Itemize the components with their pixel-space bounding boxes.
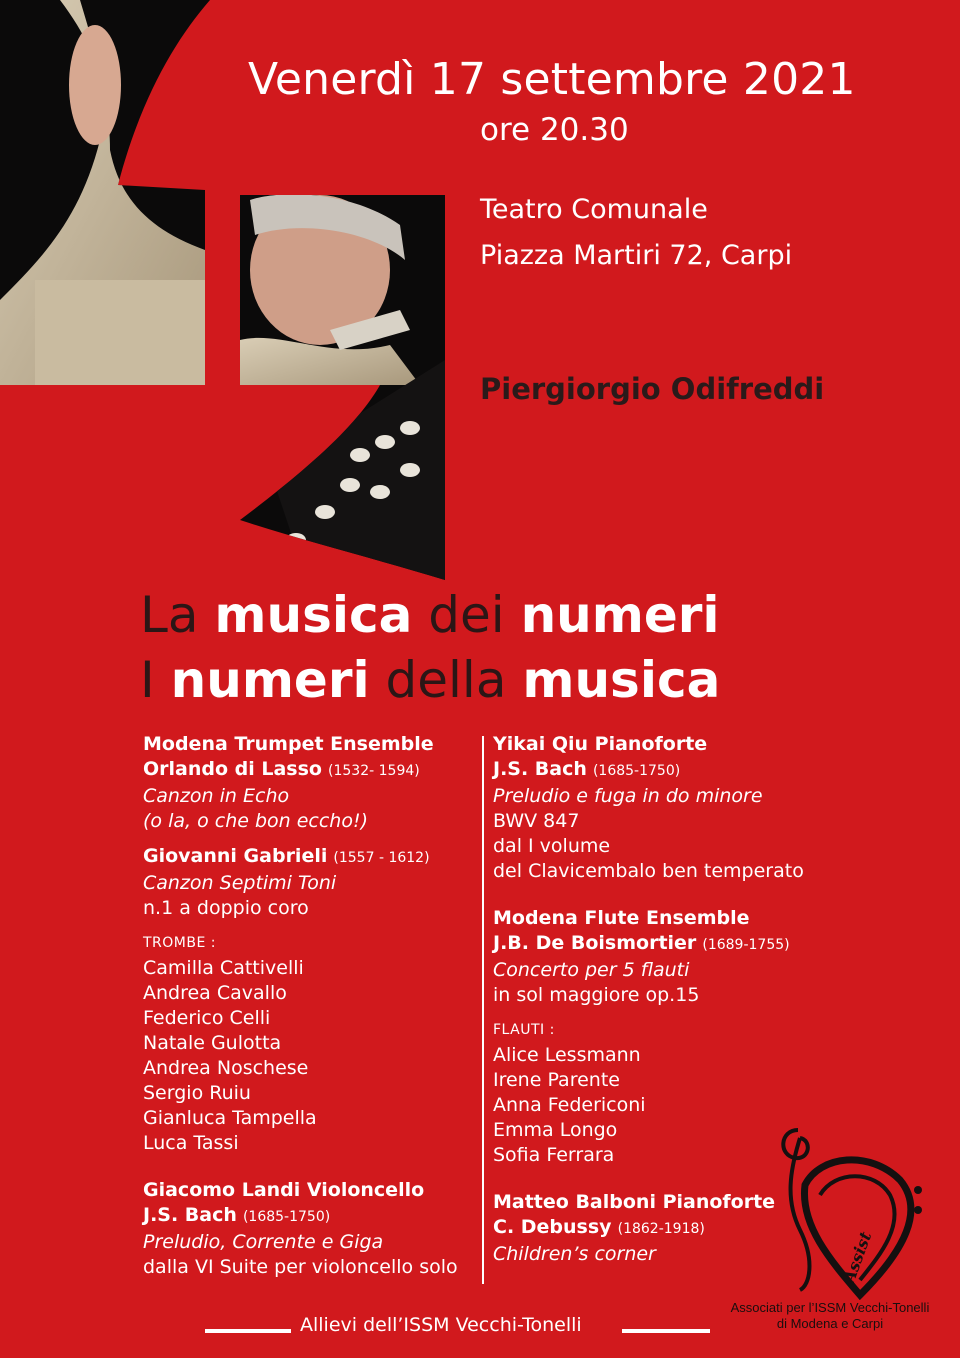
ensemble-name: Modena Trumpet Ensemble (143, 733, 434, 755)
composer-name: J.B. De Boismortier (493, 932, 697, 954)
composer-years: (1862-1918) (617, 1221, 705, 1237)
program-left-column (143, 732, 473, 1280)
ensemble-name: Yikai Qiu Pianoforte (493, 733, 708, 755)
performer: Andrea Cavallo (143, 982, 287, 1004)
work-title: Preludio e fuga in do minore (493, 785, 763, 807)
performer: Emma Longo (493, 1119, 618, 1141)
section-label-flauti: FLAUTI : (493, 1022, 555, 1038)
performer: Gianluca Tampella (143, 1107, 317, 1129)
work-title: Concerto per 5 flauti (493, 959, 690, 981)
performer: Sergio Ruiu (143, 1082, 251, 1104)
work-note: n.1 a doppio coro (143, 897, 309, 919)
performer: Federico Celli (143, 1007, 271, 1029)
footer-rule-right (622, 1329, 710, 1333)
composer-line (143, 757, 473, 784)
performer: Luca Tassi (143, 1132, 239, 1154)
performer: Sofia Ferrara (493, 1144, 615, 1166)
work-note: del Clavicembalo ben temperato (493, 860, 804, 882)
work-note: in sol maggiore op.15 (493, 984, 700, 1006)
ensemble-name: Giacomo Landi Violoncello (143, 1179, 425, 1201)
speaker-name: Piergiorgio Odifreddi (480, 372, 825, 406)
event-venue: Teatro Comunale (480, 194, 708, 225)
title-word: musica (522, 651, 721, 709)
title-line-1 (140, 586, 720, 644)
composer-line (493, 757, 783, 784)
composer-name: Orlando di Lasso (143, 758, 322, 780)
logo-caption-line: Associati per l’ISSM Vecchi-Tonelli (730, 1300, 930, 1315)
work-title: Preludio, Corrente e Giga (143, 1231, 384, 1253)
title-word: numeri (520, 586, 720, 644)
column-divider (482, 736, 484, 1284)
logo-caption-line: di Modena e Carpi (776, 1316, 884, 1331)
title-word: della (369, 651, 523, 709)
composer-years: (1532- 1594) (328, 763, 420, 779)
performer: Anna Federiconi (493, 1094, 646, 1116)
work-note: dal I volume (493, 835, 611, 857)
title-word: I (140, 651, 171, 709)
ensemble-name: Modena Flute Ensemble (493, 907, 750, 929)
composer-years: (1689-1755) (702, 937, 790, 953)
composer-line (493, 931, 790, 958)
work-title: Canzon in Echo (143, 785, 290, 807)
work-note: dalla VI Suite per violoncello solo (143, 1256, 458, 1278)
ensemble-name: Matteo Balboni Pianoforte (493, 1191, 776, 1213)
section-label-trombe: TROMBE : (143, 935, 216, 951)
performer: Natale Gulotta (143, 1032, 282, 1054)
composer-line (143, 1203, 473, 1230)
performer: Camilla Cattivelli (143, 957, 304, 979)
logo-caption (720, 1300, 940, 1332)
composer-name: Giovanni Gabrieli (143, 845, 328, 867)
performer: Andrea Noschese (143, 1057, 309, 1079)
composer-years: (1685-1750) (242, 1209, 331, 1225)
event-date: Venerdì 17 settembre 2021 (248, 54, 856, 105)
work-subtitle: (o la, o che bon eccho!) (143, 810, 369, 832)
title-line-2 (140, 651, 721, 709)
footer-rule-left (205, 1329, 291, 1333)
event-address: Piazza Martiri 72, Carpi (480, 240, 793, 271)
assist-logo (760, 1110, 930, 1300)
composer-years: (1557 - 1612) (333, 850, 430, 866)
work-title: Canzon Septimi Toni (143, 872, 337, 894)
performer: Alice Lessmann (493, 1044, 641, 1066)
performer: Irene Parente (493, 1069, 620, 1091)
footer-text: Allievi dell’ISSM Vecchi-Tonelli (300, 1314, 582, 1336)
title-word: dei (412, 586, 521, 644)
title-word: La (140, 586, 215, 644)
composer-line (143, 844, 473, 871)
logo-text: Assist (839, 1229, 876, 1286)
composer-name: C. Debussy (493, 1216, 612, 1238)
work-title: Children’s corner (493, 1243, 656, 1265)
composer-name: J.S. Bach (143, 1204, 237, 1226)
title-word: numeri (170, 651, 370, 709)
title-word: musica (214, 586, 413, 644)
program-right-column (493, 732, 804, 1267)
event-time: ore 20.30 (480, 112, 629, 148)
composer-line (493, 1215, 783, 1242)
composer-years: (1685-1750) (592, 763, 681, 779)
composer-name: J.S. Bach (493, 758, 587, 780)
work-note: BWV 847 (493, 810, 580, 832)
